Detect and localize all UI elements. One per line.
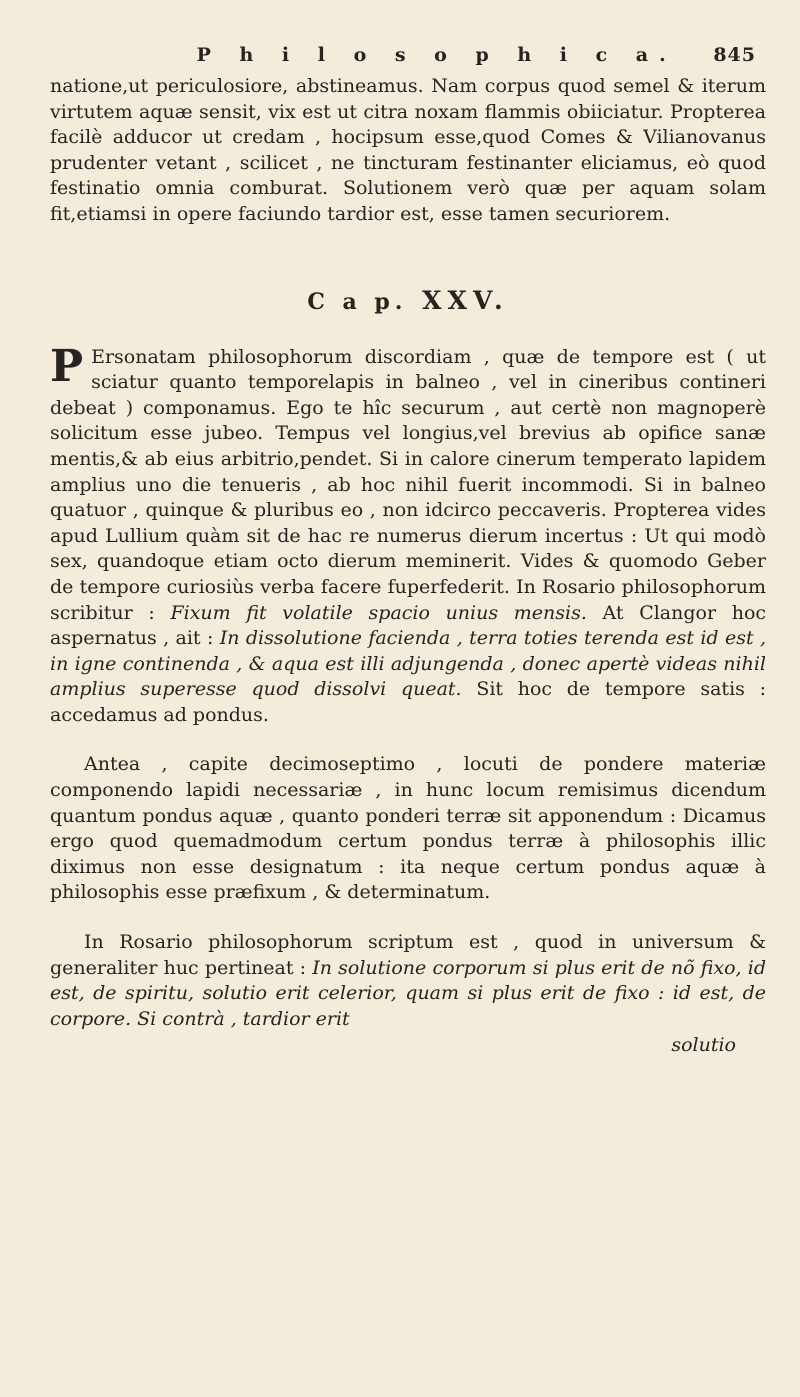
page-content (50, 44, 766, 1056)
quote-rosario: Fixum fit volatile spacio unius mensis. (170, 601, 587, 624)
paragraph-rosario (50, 930, 766, 1032)
chapter-heading (50, 286, 766, 315)
paragraph-text: Ersonatam philosophorum discordiam , quæ de tempore est ( ut sciatur quanto temporelapis in balneo , vel in cineribus contineri debeat ) componamus. Ego te hîc securum , aut certè non magnoperè solicitum esse jubeo. Tempus vel longius,vel brevius ab opifice sanæ mentis,& ab eius arbitrio,pendet. Si in calore cinerum temperato lapidem amplius uno die tenueris , ab hoc nihil fuerit incommodi. Si in balneo quatuor , quinque & pluribus eo , non idcirco peccaveris. Propterea vides apud Lullium quàm sit de hac re numerus dierum incertus : Ut qui modò sex, quandoque etiam octo dierum meminerit. Vides & quomodo Geber de tempore curiosiùs verba facere fuperfederit. In Rosario philosophorum scribitur : (50, 345, 766, 624)
running-head (50, 44, 766, 74)
paragraph-continuation: natione,ut periculosiore, abstineamus. Nam corpus quod semel & iterum virtutem aquæ sensit, vix est ut citra noxam flammis obiiciatur. Propterea facilè adducor ut credam , hocipsum esse,quod Comes & Vilianovanus prudenter vetant , scilicet , ne tincturam festinanter eliciamus, eò quod festinatio omnia comburat. Solutionem verò quæ per aquam solam fit,etiamsi in opere faciundo tardior est, esse tamen securiorem. (50, 75, 766, 225)
page-number: 845 (713, 44, 756, 66)
paragraph-gap (50, 728, 766, 752)
chapter-prefix: C a p. (307, 288, 408, 315)
paragraph-chapter-opening (50, 340, 767, 729)
paragraph-text-mid: At Clangor hoc aspernatus , ait : (50, 601, 767, 650)
drop-cap: P (50, 340, 84, 392)
quote-solutione: In solutione corporum si plus erit de nõ fixo, id est, de spiritu, solutio erit celerior, quam si plus erit de fixo : id est, de corpore. Si contrà , tardior erit (50, 956, 766, 1030)
catchword: solutio (671, 1034, 736, 1057)
quote-clangor: In dissolutione facienda , terra toties terenda est id est , in igne continenda , & aqua est illi adjungenda , donec apertè videas nihil amplius superesse quod dissolvi queat. (50, 627, 766, 701)
paragraph-text: In Rosario philosophorum scriptum est , quod in universum & generaliter huc pertineat : (50, 931, 766, 979)
running-title: P h i l o s o p h i c a. (196, 44, 677, 66)
chapter-number: XXV. (422, 285, 509, 315)
paragraph-gap (50, 906, 766, 930)
paragraph-text-tail: Sit hoc de tempore satis : accedamus ad pondus. (50, 678, 766, 726)
paragraph-pondus: Antea , capite decimoseptimo , locuti de pondere materiæ componendo lapidi necessariæ , in hunc locum remisimus dicendum quantum pondus aquæ , quanto ponderi terræ sit apponendum : Dicamus ergo quod quemadmodum certum pondus terræ à philosophis illic diximus non esse designatum : ita neque certum pondus aquæ à philosophis esse præfixum , & determinatum. (50, 753, 766, 904)
